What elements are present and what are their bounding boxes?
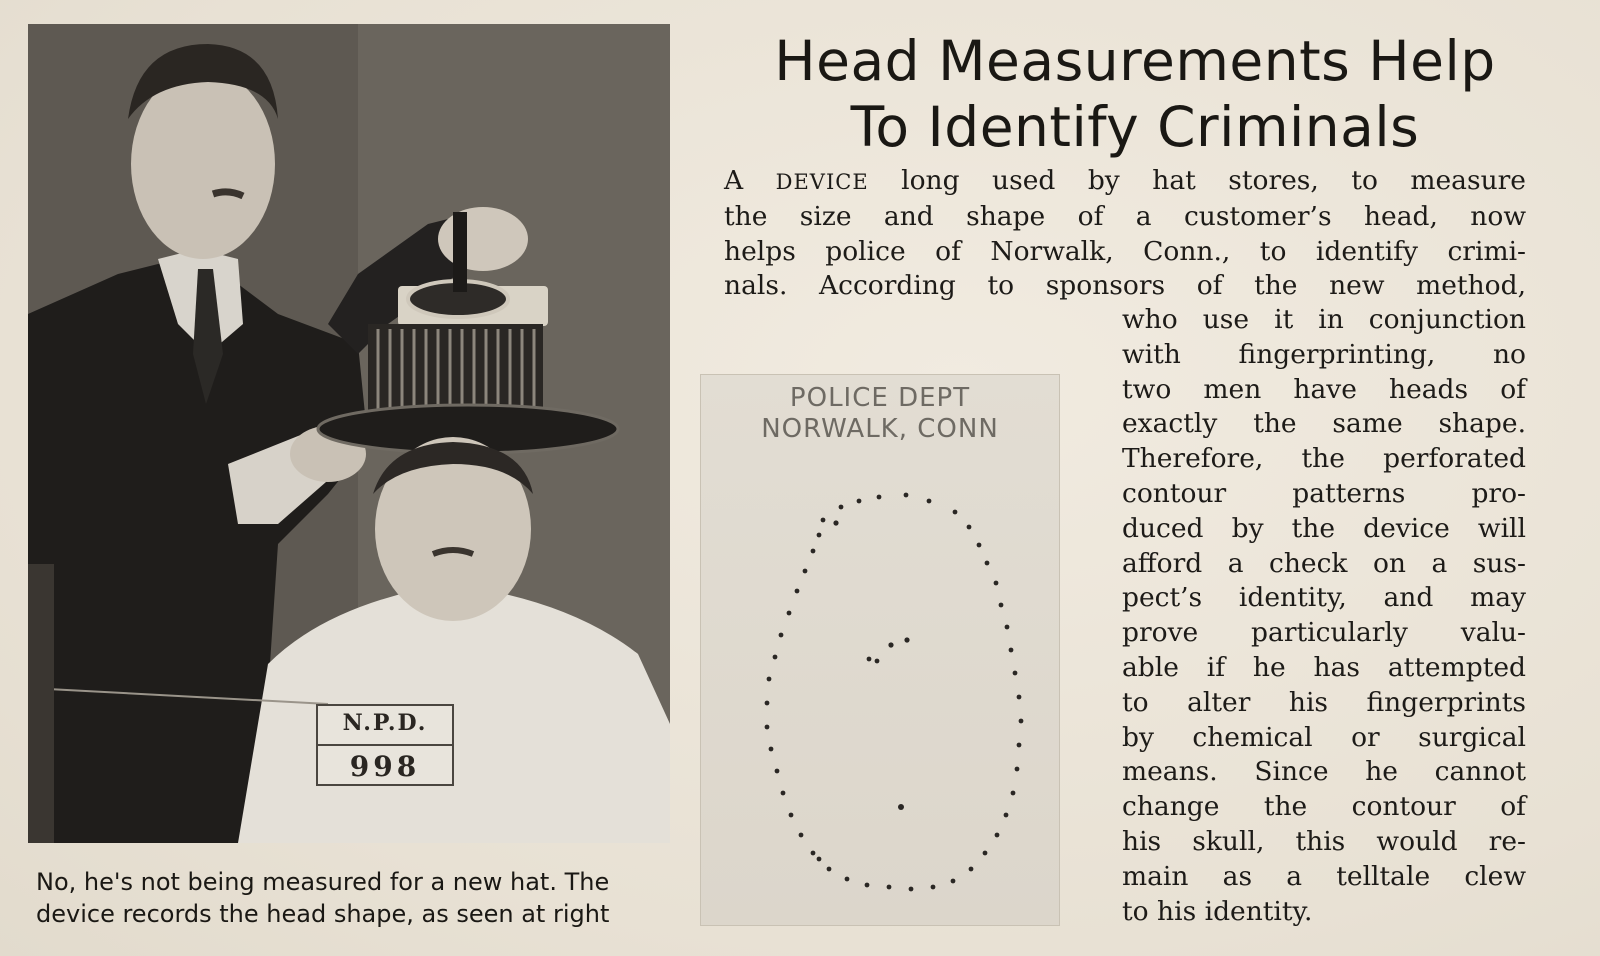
body-line: prove particularly valu-	[1122, 617, 1526, 649]
dropcap-word: A	[724, 165, 744, 196]
perforated-contour-pattern	[701, 375, 1061, 927]
body-line: helps police of Norwalk, Conn., to identify crimi-	[724, 235, 1526, 267]
card-line-2: NORWALK, CONN	[761, 414, 999, 444]
body-line: to his identity.	[1122, 895, 1313, 927]
body-line: nals. According to sponsors of the new method,	[724, 270, 1526, 302]
body-line: duced by the device will	[1122, 512, 1526, 544]
caption-line-2: device records the head shape, as seen at right	[36, 900, 610, 928]
body-line: change the contour of	[1122, 791, 1526, 823]
body-line	[724, 164, 1526, 200]
npd-tag-number: 998	[349, 750, 421, 783]
body-line: the size and shape of a customer’s head, now	[724, 200, 1526, 232]
body-line: means. Since he cannot	[1122, 756, 1526, 788]
photograph-head-measurement	[28, 24, 670, 843]
perforation-dots	[765, 493, 1024, 892]
body-line: who use it in conjunction	[1122, 304, 1526, 335]
body-line: to alter his fingerprints	[1122, 686, 1526, 718]
smallcaps-word: DEVICE	[775, 170, 869, 194]
body-line: contour patterns pro-	[1122, 477, 1526, 509]
npd-tag-divider	[318, 744, 452, 746]
body-line: by chemical or surgical	[1122, 721, 1526, 753]
head-contour-card	[700, 374, 1060, 926]
title-line-1: Head Measurements Help	[774, 29, 1496, 93]
photo-caption	[36, 866, 676, 930]
body-line: afford a check on a sus-	[1122, 547, 1526, 579]
title-line-2: To Identify Criminals	[850, 95, 1420, 159]
article-body-top	[724, 164, 1526, 304]
body-line: main as a telltale clew	[1122, 860, 1526, 892]
body-line: two men have heads of	[1122, 373, 1526, 405]
body-line: able if he has attempted	[1122, 651, 1526, 683]
body-line: exactly the same shape.	[1122, 408, 1526, 440]
npd-tag-label: N.P.D.	[342, 710, 428, 736]
body-line: Therefore, the perforated	[1122, 443, 1526, 475]
caption-line-1: No, he's not being measured for a new hat. The	[36, 868, 610, 896]
body-line: his skull, this would re-	[1122, 825, 1526, 857]
npd-tag	[316, 704, 454, 786]
article-body-side	[1122, 303, 1526, 929]
body-line: pect’s identity, and may	[1122, 582, 1526, 614]
article-title	[700, 28, 1570, 160]
body-line: with fingerprinting, no	[1122, 338, 1526, 370]
body-line-text: long used by hat stores, to measure	[868, 165, 1526, 196]
card-line-1: POLICE DEPT	[789, 383, 971, 413]
